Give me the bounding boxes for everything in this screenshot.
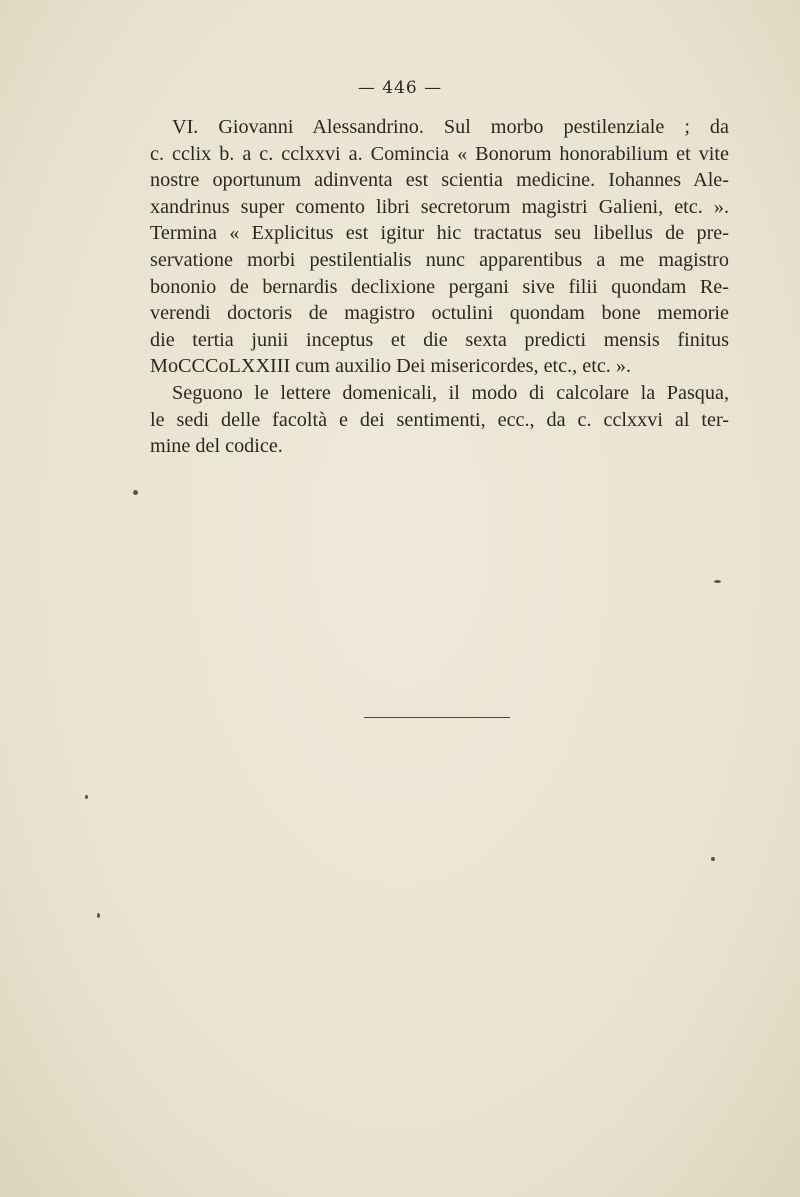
text-line: Seguono le lettere domenicali, il modo di calcolare la Pasqua, bbox=[172, 381, 729, 404]
text-line: MoCCCoLXXIII cum auxilio Dei misericordes, etc., etc. ». bbox=[150, 355, 632, 378]
text-line: verendi doctoris de magistro octulini quondam bone memorie bbox=[150, 302, 729, 325]
page-number: — 446 — bbox=[357, 78, 443, 98]
paper-speck bbox=[97, 913, 100, 918]
text-line: bononio de bernardis declixione pergani sive filii quondam Re- bbox=[150, 275, 729, 298]
text-line: c. cclix b. a c. cclxxvi a. Comincia « Bonorum honorabilium et vite bbox=[150, 142, 729, 165]
paper-speck bbox=[711, 857, 715, 861]
text-line: xandrinus super comento libri secretorum magistri Galieni, etc. ». bbox=[150, 195, 729, 218]
text-line: mine del codice. bbox=[150, 435, 283, 458]
text-block bbox=[150, 114, 729, 460]
text-line: le sedi delle facoltà e dei sentimenti, ecc., da c. cclxxvi al ter- bbox=[150, 408, 729, 431]
text-line: VI. Giovanni Alessandrino. Sul morbo pestilenziale ; da bbox=[172, 116, 729, 138]
text-line: Termina « Explicitus est igitur hic tractatus seu libellus de pre- bbox=[150, 222, 729, 245]
text-line: nostre oportunum adinventa est scientia medicine. Iohannes Ale- bbox=[150, 169, 729, 192]
paper-speck bbox=[85, 795, 88, 799]
text-line: die tertia junii inceptus et die sexta predicti mensis finitus bbox=[150, 328, 729, 351]
section-rule bbox=[364, 717, 510, 718]
paper-speck bbox=[714, 580, 721, 583]
text-line: servatione morbi pestilentialis nunc apparentibus a me magistro bbox=[150, 248, 729, 271]
paper-speck bbox=[133, 490, 138, 495]
